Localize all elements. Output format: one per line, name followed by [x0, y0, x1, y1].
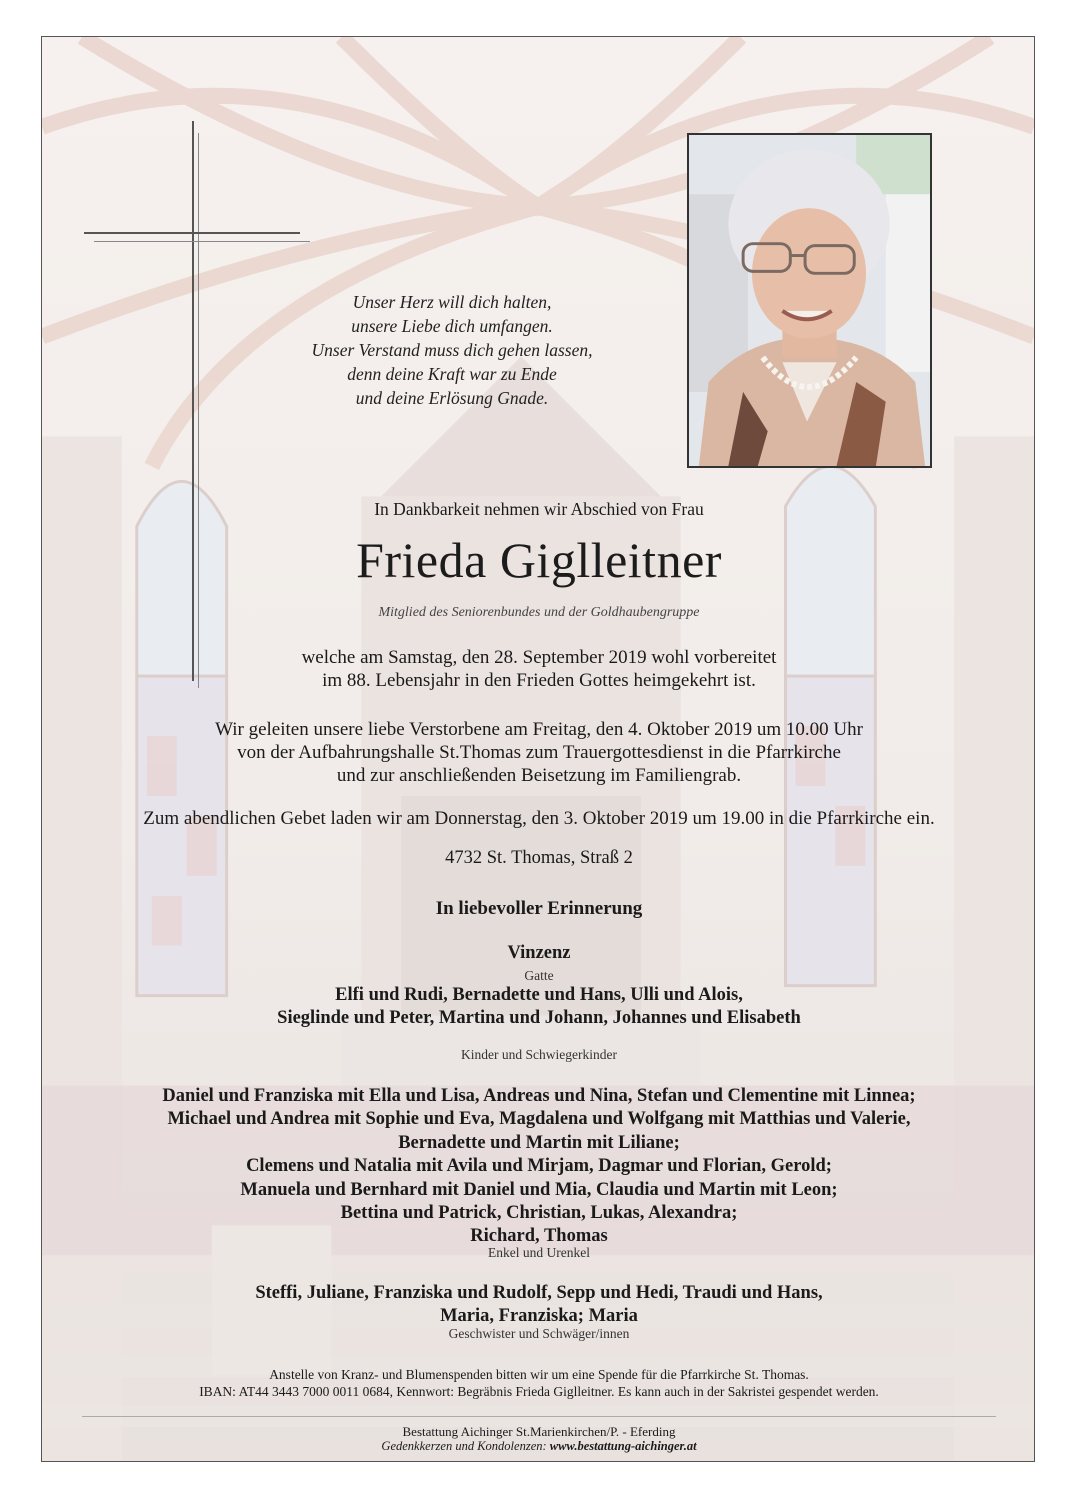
- death-announcement: [42, 646, 1035, 692]
- condolence-line: [42, 1439, 1035, 1454]
- mourner-names: Elfi und Rudi, Bernadette und Hans, Ulli und Alois,: [335, 985, 743, 1005]
- memorial-poem: [222, 290, 682, 410]
- funeral-line: von der Aufbahrungshalle St.Thomas zum Trauergottesdienst in die Pfarrkirche: [237, 742, 841, 763]
- poem-line: Unser Herz will dich halten,: [352, 292, 552, 312]
- funeral-line: Wir geleiten unsere liebe Verstorbene am Freitag, den 4. Oktober 2019 um 10.00 Uhr: [215, 719, 863, 740]
- undertaker-name: Bestattung Aichinger St.Marienkirchen/P. - Eferding: [402, 1424, 676, 1439]
- funeral-details: [42, 718, 1035, 787]
- poem-line: unsere Liebe dich umfangen.: [351, 316, 553, 336]
- membership-text: Mitglied des Seniorenbundes und der Goldhaubengruppe: [378, 605, 700, 620]
- relation-label: Gatte: [524, 968, 554, 983]
- condolence-label: Gedenkkerzen und Kondolenzen:: [381, 1439, 547, 1453]
- relation-label: Geschwister und Schwäger/innen: [448, 1326, 630, 1341]
- funeral-line: und zur anschließenden Beisetzung im Familiengrab.: [336, 765, 742, 786]
- mourner-names: Daniel und Franziska mit Ella und Lisa, Andreas und Nina, Stefan und Clementine mit Linnea;: [162, 1086, 916, 1106]
- mourner-names: Vinzenz: [507, 943, 571, 963]
- footer: [42, 1424, 1035, 1454]
- mourner-names: Bernadette und Martin mit Liliane;: [398, 1132, 680, 1153]
- mourner-group-grandchildren: [42, 1085, 1035, 1249]
- mourner-names: Michael und Andrea mit Sophie und Eva, Magdalena und Wolfgang mit Matthias und Valerie,: [167, 1109, 911, 1130]
- mourner-names: Richard, Thomas: [470, 1226, 608, 1247]
- cross-horizontal-bar: [84, 232, 300, 234]
- mourner-names: Bettina und Patrick, Christian, Lukas, Alexandra;: [340, 1203, 738, 1224]
- cross-horizontal-shadow: [94, 241, 310, 242]
- portrait-photo: [687, 133, 932, 468]
- mourner-names: Maria, Franziska; Maria: [440, 1306, 638, 1327]
- mourner-names: Manuela und Bernhard mit Daniel und Mia, Claudia und Martin mit Leon;: [240, 1179, 838, 1200]
- mourner-group-siblings: [42, 1282, 1035, 1329]
- memory-heading: In liebevoller Erinnerung: [435, 898, 643, 919]
- mourner-names: Sieglinde und Peter, Martina und Johann, Johannes und Elisabeth: [277, 1008, 801, 1029]
- donation-notice: [42, 1366, 1035, 1400]
- donation-line: Anstelle von Kranz- und Blumenspenden bitten wir um eine Spende für die Pfarrkirche St. Thomas.: [269, 1367, 809, 1382]
- deceased-name: Frieda Giglleitner: [356, 532, 722, 588]
- poem-line: denn deine Kraft war zu Ende: [347, 364, 557, 384]
- address: 4732 St. Thomas, Straß 2: [445, 848, 633, 868]
- donation-line: IBAN: AT44 3443 7000 0011 0684, Kennwort: Begräbnis Frieda Giglleitner. Es kann auch in der Sakristei gespendet werden.: [199, 1384, 879, 1399]
- relation-label: Kinder und Schwiegerkinder: [461, 1047, 617, 1062]
- death-line: welche am Samstag, den 28. September 2019 wohl vorbereitet: [301, 647, 777, 668]
- poem-line: Unser Verstand muss dich gehen lassen,: [311, 340, 593, 360]
- mourner-group-children: [42, 984, 1035, 1031]
- mourner-group-spouse: [42, 942, 1035, 965]
- poem-line: und deine Erlösung Gnade.: [355, 388, 549, 408]
- obituary-card: [41, 36, 1035, 1462]
- relation-label: Enkel und Urenkel: [488, 1245, 590, 1260]
- prayer-invitation: Zum abendlichen Gebet laden wir am Donnerstag, den 3. Oktober 2019 um 19.00 in die Pfarrkirche ein.: [143, 808, 935, 829]
- mourner-names: Clemens und Natalia mit Avila und Mirjam, Dagmar und Florian, Gerold;: [246, 1156, 832, 1177]
- intro-text: In Dankbarkeit nehmen wir Abschied von Frau: [374, 499, 704, 519]
- cross-vertical-bar: [192, 121, 194, 681]
- death-line: im 88. Lebensjahr in den Frieden Gottes heimgekehrt ist.: [322, 670, 756, 691]
- website-link[interactable]: www.bestattung-aichinger.at: [549, 1439, 697, 1453]
- footer-divider: [82, 1416, 996, 1417]
- mourner-names: Steffi, Juliane, Franziska und Rudolf, Sepp und Hedi, Traudi und Hans,: [255, 1283, 823, 1303]
